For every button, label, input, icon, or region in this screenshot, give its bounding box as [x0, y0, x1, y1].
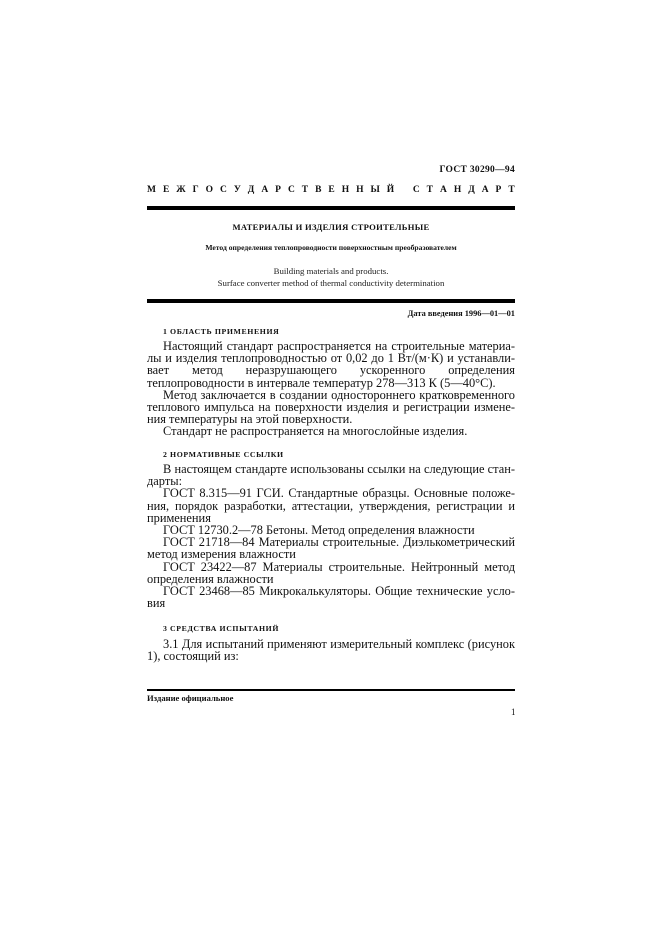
- reference-line: применения: [147, 510, 211, 525]
- banner-letter: Н: [356, 185, 364, 195]
- banner-letter: Д: [468, 185, 475, 195]
- reference-line: ния, порядок разработки, аттестации, утверждения, регистрации и: [147, 498, 515, 513]
- gost-code: ГОСТ 30290—94: [439, 165, 515, 175]
- document-subtitle: Метод определения теплопроводности поверхностным преобразователем: [205, 243, 457, 252]
- banner-letter: Д: [247, 185, 255, 195]
- banner-gap: [401, 185, 406, 195]
- reference-line: ГОСТ 12730.2—78 Бетоны. Метод определения влажности: [163, 522, 475, 537]
- text-line: В настоящем стандарте использованы ссылки на следующие стан-: [163, 462, 515, 476]
- reference-line: ГОСТ 23422—87 Материалы строительные. Нейтронный метод: [163, 559, 515, 574]
- document-title: МАТЕРИАЛЫ И ИЗДЕЛИЯ СТРОИТЕЛЬНЫЕ: [232, 222, 430, 232]
- english-title-line-1: Building materials and products.: [273, 266, 389, 276]
- banner-letter: В: [315, 185, 322, 195]
- section-body-normative-references: [147, 463, 515, 609]
- banner-letter: Е: [328, 185, 335, 195]
- banner-letter: Т: [426, 185, 434, 195]
- banner-letter: С: [220, 185, 227, 195]
- banner-letter: А: [261, 185, 269, 195]
- official-edition-label: Издание официальное: [147, 693, 234, 703]
- banner-letter: Р: [495, 185, 502, 195]
- text-line: 3.1 Для испытаний применяют измерительный комплекс (рисунок: [163, 637, 515, 651]
- banner-letter: Г: [192, 185, 199, 195]
- banner-letter: А: [439, 185, 447, 195]
- banner-letter: Т: [301, 185, 309, 195]
- banner-letter: Т: [508, 185, 515, 195]
- footer-rule: [147, 689, 515, 691]
- reference-line: метод измерения влажности: [147, 547, 296, 562]
- reference-line: ГОСТ 8.315—91 ГСИ. Стандартные образцы. Основные положе-: [163, 486, 515, 501]
- introduction-date: Дата введения 1996—01—01: [407, 309, 515, 318]
- reference-line: определения влажности: [147, 571, 274, 586]
- text-line: лы и изделия теплопроводностью от 0,02 до 1 Вт/(м·К) и устанавли-: [147, 351, 515, 366]
- reference-line: ГОСТ 21718—84 Материалы строительные. Диэлькометрический: [163, 535, 515, 550]
- title-rule: [147, 299, 515, 303]
- banner-letter: С: [412, 185, 420, 195]
- section-body-scope: [147, 340, 515, 438]
- text-line: ния температуры на этой поверхности.: [147, 412, 353, 427]
- banner-letter: С: [287, 185, 295, 195]
- banner-letter: Е: [162, 185, 170, 195]
- section-heading-normative-references: 2 НОРМАТИВНЫЕ ССЫЛКИ: [163, 450, 284, 459]
- english-title-line-2: Surface converter method of thermal conductivity determination: [217, 278, 445, 288]
- banner-letter: Й: [386, 185, 395, 195]
- banner-letter: Ж: [176, 185, 186, 195]
- text-line: Стандарт не распространяется на многослойные изделия.: [163, 424, 468, 439]
- banner-letter: Н: [341, 185, 350, 195]
- banner-letter: М: [147, 185, 156, 195]
- banner-letter: О: [205, 185, 214, 195]
- page-number: 1: [511, 707, 516, 717]
- text-line: Метод заключается в создании одностороннего кратковременного: [163, 387, 515, 402]
- text-line: теплопроводности в интервале температур 278—313 К (5—40°С).: [147, 375, 496, 390]
- text-line: дарты:: [147, 474, 183, 489]
- text-line: Настоящий стандарт распространяется на строительные материа-: [163, 339, 515, 353]
- banner-letter: Н: [453, 185, 462, 195]
- header-rule: [147, 206, 515, 210]
- reference-line: вия: [147, 596, 166, 611]
- interstate-standard-banner: [147, 185, 515, 195]
- banner-letter: Ы: [370, 185, 380, 195]
- banner-letter: А: [481, 185, 489, 195]
- banner-letter: Р: [275, 185, 281, 195]
- section-body-test-equipment: [147, 638, 515, 662]
- section-heading-scope: 1 ОБЛАСТЬ ПРИМЕНЕНИЯ: [163, 327, 280, 336]
- text-line: теплового импульса на поверхности изделия и регистрации измене-: [147, 399, 515, 414]
- reference-line: ГОСТ 23468—85 Микрокалькуляторы. Общие технические усло-: [163, 583, 515, 598]
- section-heading-test-equipment: 3 СРЕДСТВА ИСПЫТАНИЙ: [163, 624, 279, 633]
- banner-letter: У: [233, 185, 241, 195]
- text-line: 1), состоящий из:: [147, 649, 239, 664]
- text-line: вает метод неразрушающего ускоренного определения: [147, 363, 515, 378]
